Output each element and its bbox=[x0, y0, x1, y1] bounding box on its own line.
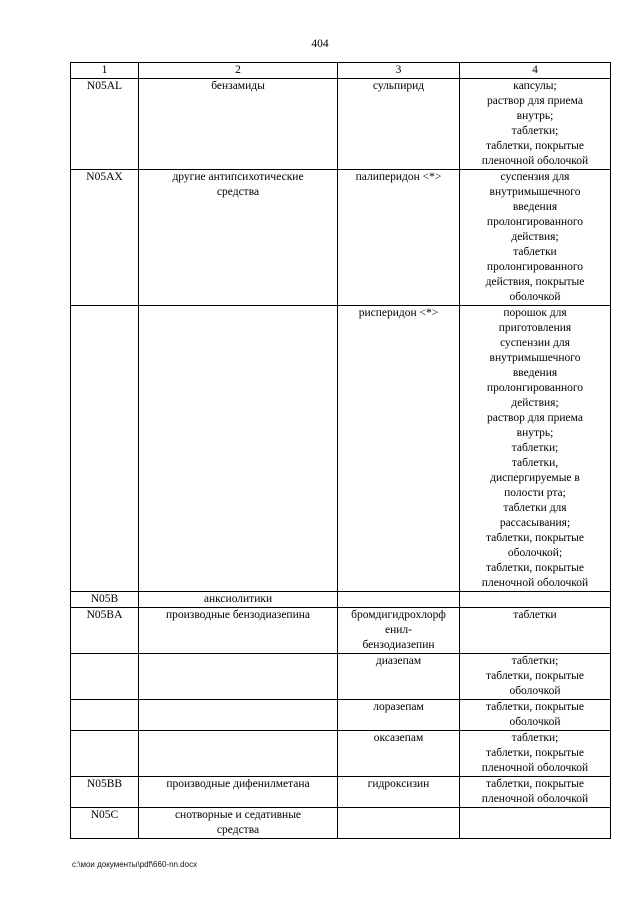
group-name-cell: другие антипсихотические средства bbox=[139, 170, 338, 306]
group-name-cell bbox=[139, 306, 338, 592]
substance-cell: гидроксизин bbox=[338, 777, 460, 808]
atc-code-cell bbox=[71, 731, 139, 777]
dosage-forms-cell: таблетки bbox=[460, 608, 611, 654]
atc-code-cell bbox=[71, 700, 139, 731]
atc-code-cell: N05BA bbox=[71, 608, 139, 654]
drug-table bbox=[70, 62, 611, 839]
substance-cell: лоразепам bbox=[338, 700, 460, 731]
table-row bbox=[71, 79, 611, 170]
atc-code-cell: N05C bbox=[71, 808, 139, 839]
table-row bbox=[71, 170, 611, 306]
atc-code-cell: N05AL bbox=[71, 79, 139, 170]
atc-code-cell: N05B bbox=[71, 592, 139, 608]
group-name-cell: производные бензодиазепина bbox=[139, 608, 338, 654]
dosage-forms-cell bbox=[460, 592, 611, 608]
dosage-forms-cell: таблетки, покрытые пленочной оболочкой bbox=[460, 777, 611, 808]
group-name-cell: анксиолитики bbox=[139, 592, 338, 608]
page-number: 404 bbox=[311, 38, 329, 50]
group-name-cell bbox=[139, 700, 338, 731]
dosage-forms-cell: таблетки; таблетки, покрытые пленочной оболочкой bbox=[460, 731, 611, 777]
dosage-forms-cell: таблетки, покрытые оболочкой bbox=[460, 700, 611, 731]
column-header: 3 bbox=[338, 63, 460, 79]
column-header: 4 bbox=[460, 63, 611, 79]
atc-code-cell: N05BB bbox=[71, 777, 139, 808]
table-row bbox=[71, 306, 611, 592]
table-row bbox=[71, 608, 611, 654]
substance-cell: бромдигидрохлорф енил- бензодиазепин bbox=[338, 608, 460, 654]
substance-cell: палиперидон <*> bbox=[338, 170, 460, 306]
table-row bbox=[71, 654, 611, 700]
table-row bbox=[71, 808, 611, 839]
group-name-cell: снотворные и седативные средства bbox=[139, 808, 338, 839]
column-header: 1 bbox=[71, 63, 139, 79]
column-header: 2 bbox=[139, 63, 338, 79]
dosage-forms-cell: капсулы; раствор для приема внутрь; таблетки; таблетки, покрытые пленочной оболочкой bbox=[460, 79, 611, 170]
substance-cell bbox=[338, 592, 460, 608]
dosage-forms-cell: суспензия для внутримышечного введения пролонгированного действия; таблетки пролонгированного действия, покрытые оболочкой bbox=[460, 170, 611, 306]
substance-cell: рисперидон <*> bbox=[338, 306, 460, 592]
table-body bbox=[71, 79, 611, 839]
atc-code-cell bbox=[71, 306, 139, 592]
substance-cell bbox=[338, 808, 460, 839]
table-row bbox=[71, 700, 611, 731]
substance-cell: диазепам bbox=[338, 654, 460, 700]
group-name-cell: производные дифенилметана bbox=[139, 777, 338, 808]
substance-cell: оксазепам bbox=[338, 731, 460, 777]
group-name-cell bbox=[139, 654, 338, 700]
dosage-forms-cell bbox=[460, 808, 611, 839]
substance-cell: сульпирид bbox=[338, 79, 460, 170]
atc-code-cell bbox=[71, 654, 139, 700]
group-name-cell: бензамиды bbox=[139, 79, 338, 170]
dosage-forms-cell: таблетки; таблетки, покрытые оболочкой bbox=[460, 654, 611, 700]
file-path-footer: c:\мои документы\pdf\660-nn.docx bbox=[72, 860, 198, 869]
table-row bbox=[71, 731, 611, 777]
table-row bbox=[71, 777, 611, 808]
group-name-cell bbox=[139, 731, 338, 777]
table-row bbox=[71, 592, 611, 608]
atc-code-cell: N05AX bbox=[71, 170, 139, 306]
table-header-row bbox=[71, 63, 611, 79]
dosage-forms-cell: порошок для приготовления суспензии для внутримышечного введения пролонгированного действия; раствор для приема внутрь; таблетки; таблетки, диспергируемые в полости рта; таблетки для рассасывания; таблетки, покрытые оболочкой; таблетки, покрытые пленочной оболочкой bbox=[460, 306, 611, 592]
